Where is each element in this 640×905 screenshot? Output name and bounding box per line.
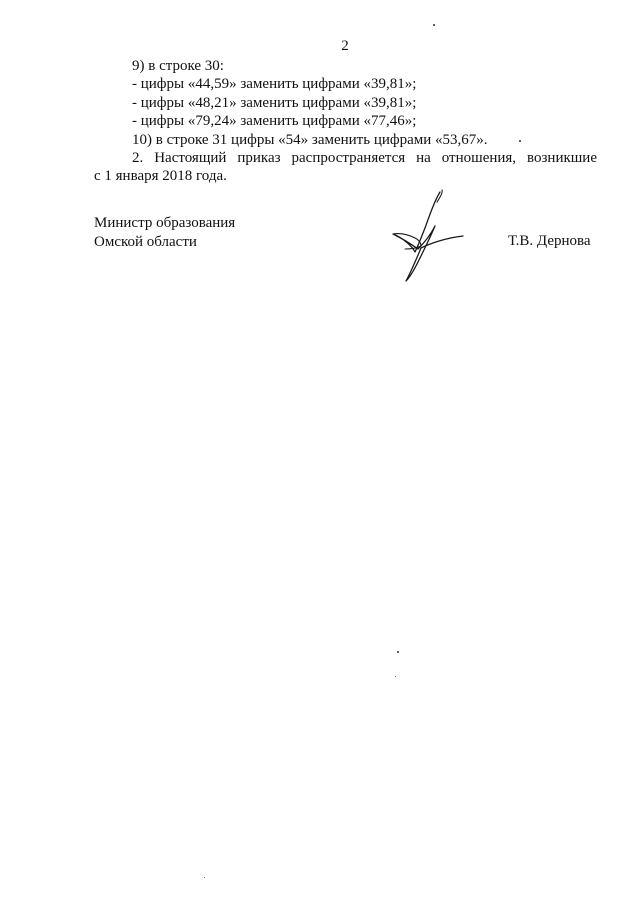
signatory-position-line-2: Омской области bbox=[94, 233, 197, 250]
clause-10: 10) в строке 31 цифры «54» заменить цифрами «53,67». bbox=[132, 131, 488, 148]
signatory-position-line-1: Министр образования bbox=[94, 215, 236, 231]
scan-speck bbox=[519, 140, 521, 142]
clause-9-item-2: - цифры «48,21» заменить цифрами «39,81»; bbox=[132, 94, 417, 111]
page-number: 2 bbox=[341, 38, 349, 54]
signatory-name: Т.В. Дернова bbox=[508, 233, 591, 249]
clause-9-item-3: - цифры «79,24» заменить цифрами «77,46»; bbox=[132, 113, 417, 130]
scan-speck bbox=[395, 676, 396, 677]
clause-9-item-1: - цифры «44,59» заменить цифрами «39,81»; bbox=[132, 76, 417, 93]
document-body bbox=[94, 57, 597, 186]
scan-speck bbox=[397, 651, 399, 653]
scan-speck bbox=[433, 24, 435, 26]
scan-speck bbox=[204, 877, 205, 878]
paragraph-2-second-line: с 1 января 2018 года. bbox=[94, 168, 227, 185]
signatory-position bbox=[94, 214, 235, 251]
clause-9-heading: 9) в строке 30: bbox=[132, 58, 224, 74]
handwritten-signature-icon bbox=[385, 186, 470, 286]
paragraph-2-first-line: 2. Настоящий приказ распространяется на отношения, возникшие bbox=[132, 150, 597, 167]
